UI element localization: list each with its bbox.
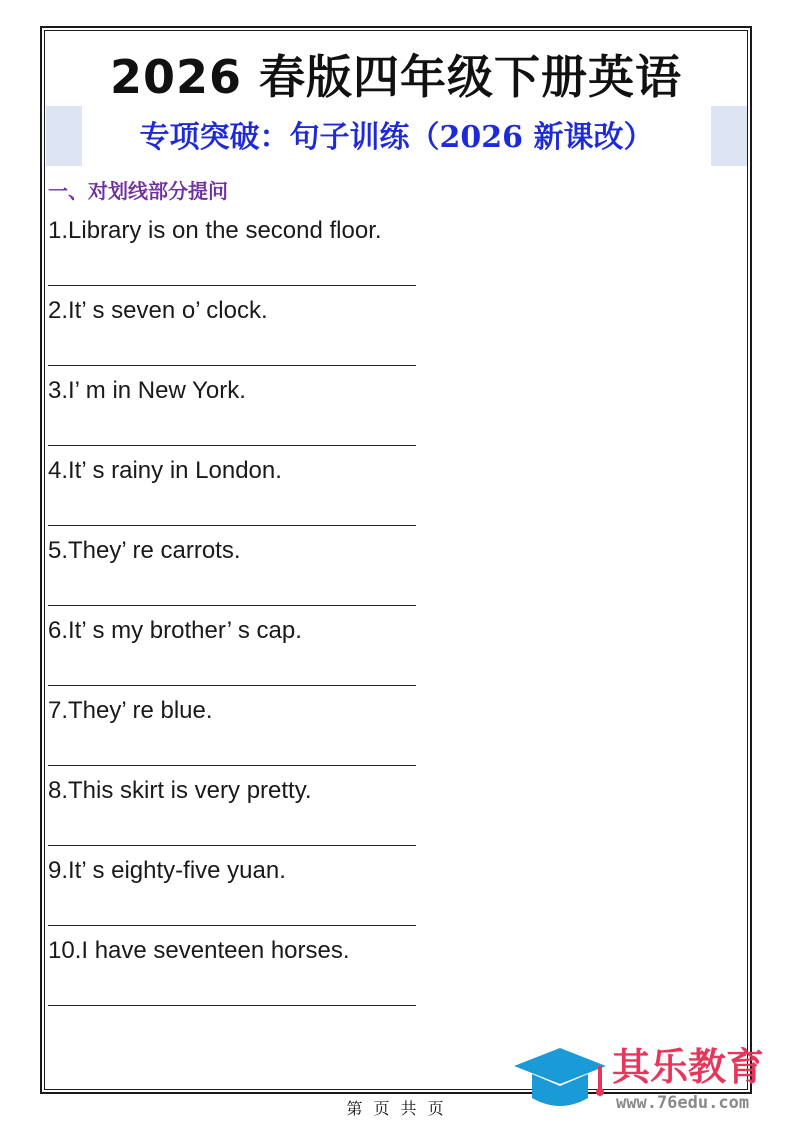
- answer-line-4: [48, 525, 416, 526]
- page-subtitle: 专项突破：句子训练（2026 新课改）: [139, 120, 654, 155]
- question-7: 7.They’ re blue.: [48, 697, 213, 724]
- question-8: 8.This skirt is very pretty.: [48, 777, 312, 804]
- answer-line-5: [48, 605, 416, 606]
- answer-line-3: [48, 445, 416, 446]
- logo-name: 其乐教育: [612, 1045, 765, 1089]
- page-title: 2026 春版四年级下册英语: [109, 50, 683, 104]
- question-3: 3.I’ m in New York.: [48, 377, 246, 404]
- question-2: 2.It’ s seven o’ clock.: [48, 297, 268, 324]
- answer-line-6: [48, 685, 416, 686]
- answer-line-10: [48, 1005, 416, 1006]
- subtitle-band-left: [46, 106, 82, 166]
- question-10: 10.I have seventeen horses.: [48, 937, 350, 964]
- question-1: 1.Library is on the second floor.: [48, 217, 382, 244]
- section-heading: 一、对划线部分提问: [48, 179, 228, 203]
- question-5: 5.They’ re carrots.: [48, 537, 241, 564]
- question-9: 9.It’ s eighty-five yuan.: [48, 857, 286, 884]
- answer-line-9: [48, 925, 416, 926]
- answer-line-7: [48, 765, 416, 766]
- question-4: 4.It’ s rainy in London.: [48, 457, 282, 484]
- answer-line-2: [48, 365, 416, 366]
- logo-url: www.76edu.com: [616, 1093, 750, 1113]
- question-6: 6.It’ s my brother’ s cap.: [48, 617, 302, 644]
- answer-line-1: [48, 285, 416, 286]
- page-footer: 第 页 共 页: [346, 1099, 447, 1118]
- subtitle-band-right: [711, 106, 747, 166]
- answer-line-8: [48, 845, 416, 846]
